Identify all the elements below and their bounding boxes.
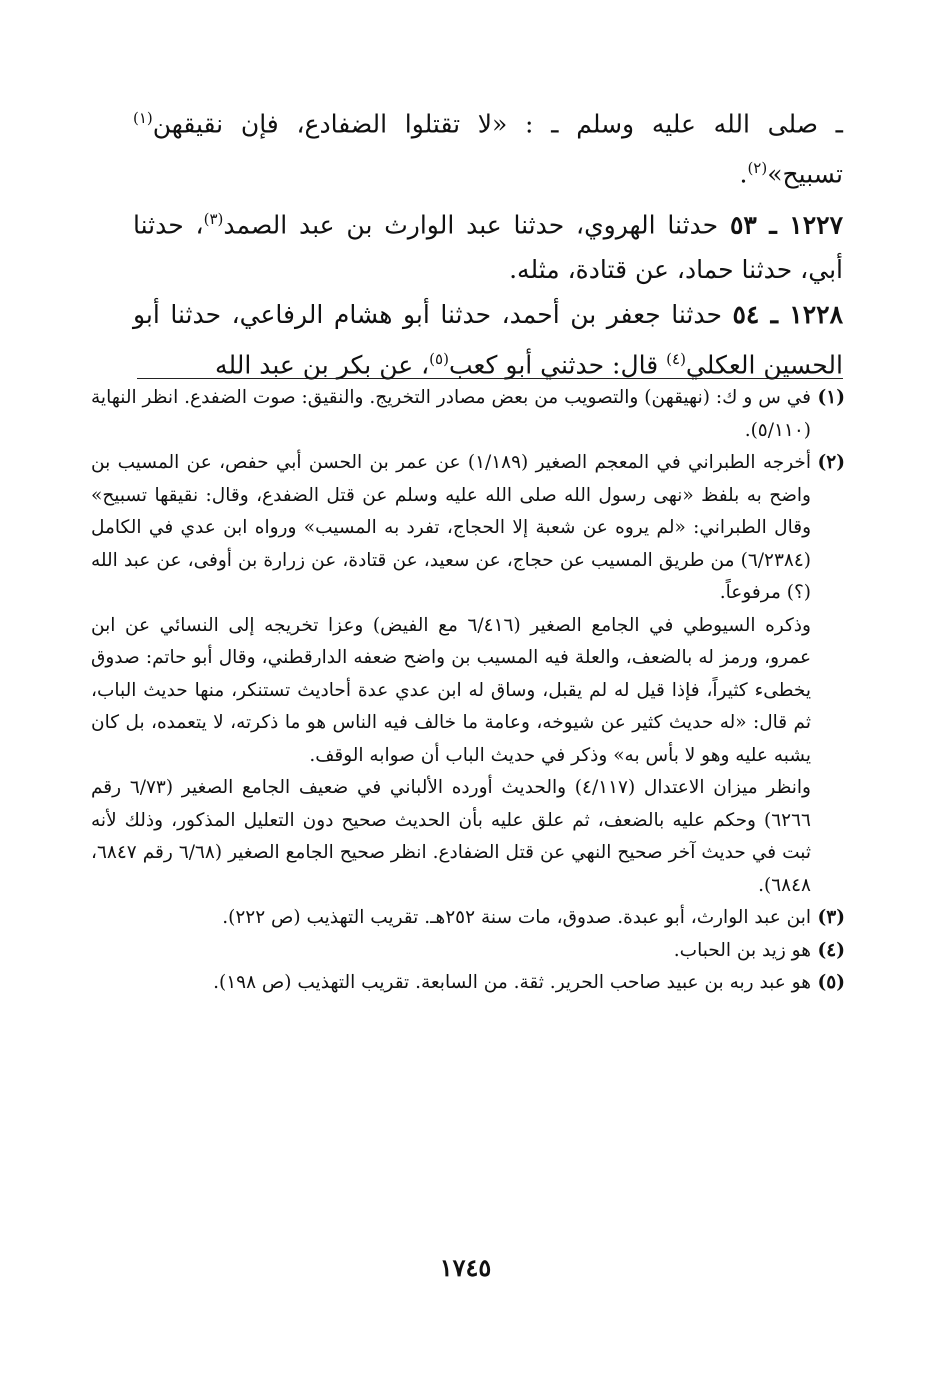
footnote-ref-4[interactable]: (٤)	[666, 349, 686, 368]
main-text	[133, 96, 843, 387]
hadith-entry-1227: ١٢٢٧ ـ ٥٣ حدثنا الهروي، حدثنا عبد الوارث بن عبد الصمد$^{(٣)}$، حدثنا أبي، حدثنا حماد، عن قتادة، مثله.	[133, 209, 843, 284]
footnote-text: وانظر ميزان الاعتدال (٤/١١٧) والحديث أورده الألباني في ضعيف الجامع الصغير (٦/٧٣ رقم ٦٢٦٦) وحكم عليه بالضعف، ثم علق عليه بأن الحديث صحيح دون التعليل المذكور، وذلك لأنه ثبت في حديث آخر صحيح النهي عن قتل الضفادع. انظر صحيح الجامع الصغير (٦/٦٨ رقم ٦٨٤٧، ٦٨٤٨).	[91, 777, 811, 896]
footnote-text: وذكره السيوطي في الجامع الصغير (٦/٤١٦ مع الفيض) وعزا تخريجه إلى النسائي عن ابن عمرو، ورمز له بالضعف، والعلة فيه المسيب بن واضح ضعفه الدارقطني، وقال أبو حاتم: صدوق يخطىء كثيراً، فإذا قيل له لم يقبل، وساق له ابن عدي عدة أحاديث تستنكر، منها حديث الباب، ثم قال: «له حديث كثير عن شيوخه، وعامة ما خالف فيه الناس هو ما ذكرته، لا يتعمده، بل كان يشبه عليه وهو لا بأس به» وذكر في حديث الباب أن صوابه الوقف.	[91, 614, 811, 766]
footnote-number: (٢)	[817, 452, 845, 473]
footnote-text: أخرجه الطبراني في المعجم الصغير (١/١٨٩) عن عمر بن الحسن أبي حفص، عن المسيب بن واضح به بلفظ «نهى رسول الله صلى الله عليه وسلم عن قتل الضفدع، وقال: نقيقها تسبيح» وقال الطبراني: «لم يروه عن شعبة إلا الحجاج، تفرد به المسيب» ورواه ابن عدي في الكامل (٦/٢٣٨٤) من طريق المسيب عن حجاج، عن سعيد، عن قتادة، عن زرارة بن أوفى، عن عبد الله (؟) مرفوعاً.	[91, 452, 811, 603]
page-number: ١٧٤٥	[439, 1253, 492, 1282]
footnote-text: في س و ك: (نهيقهن) والتصويب من بعض مصادر التخريج. والنقيق: صوت الضفدع. انظر النهاية (٥/١١٠).	[91, 387, 811, 441]
footnote-number: (١)	[817, 387, 845, 408]
footnote-number: (٤)	[817, 939, 845, 961]
footnote-text: هو عبد ربه بن عبيد صاحب الحرير. ثقة. من السابعة. تقريب التهذيب (ص ١٩٨).	[213, 972, 811, 993]
footnote-number: (٣)	[817, 907, 845, 928]
footnote-ref-3[interactable]: (٣)	[203, 209, 224, 228]
footnote-2	[91, 447, 845, 902]
footnote-5	[91, 967, 845, 1000]
footnote-4	[91, 935, 845, 968]
footnotes	[91, 382, 845, 1000]
footnote-3	[91, 902, 845, 935]
footnote-ref-1[interactable]: (١)	[133, 109, 153, 127]
footnote-1	[91, 382, 845, 447]
footnote-ref-2[interactable]: (٢)	[747, 159, 768, 178]
footnote-number: (٥)	[817, 972, 845, 993]
footnote-ref-5[interactable]: (٥)	[429, 349, 449, 368]
main-paragraph-1: ـ صلى الله عليه وسلم ـ : «لا تقتلوا الضفادع، فإن نقيقهن$^{(١)}$ تسبيح»$^{(٢)}$.	[133, 109, 843, 189]
footnote-divider	[137, 378, 843, 379]
footnote-text: هو زيد بن الحباب.	[673, 939, 811, 961]
footnote-text: ابن عبد الوارث، أبو عبدة. صدوق، مات سنة ٢٥٢هـ. تقريب التهذيب (ص ٢٢٢).	[222, 907, 811, 928]
hadith-entry-1228: ١٢٢٨ ـ ٥٤ حدثنا جعفر بن أحمد، حدثنا أبو هشام الرفاعي، حدثنا أبو الحسين العكلي$^{(٤)}$ قال: حدثني أبو كعب$^{(٥)}$، عن بكر بن عبد الله	[133, 299, 843, 380]
entry-number: ١٢٢٧ ـ ٥٣	[729, 209, 843, 239]
entry-number: ١٢٢٨ ـ ٥٤	[732, 299, 843, 329]
